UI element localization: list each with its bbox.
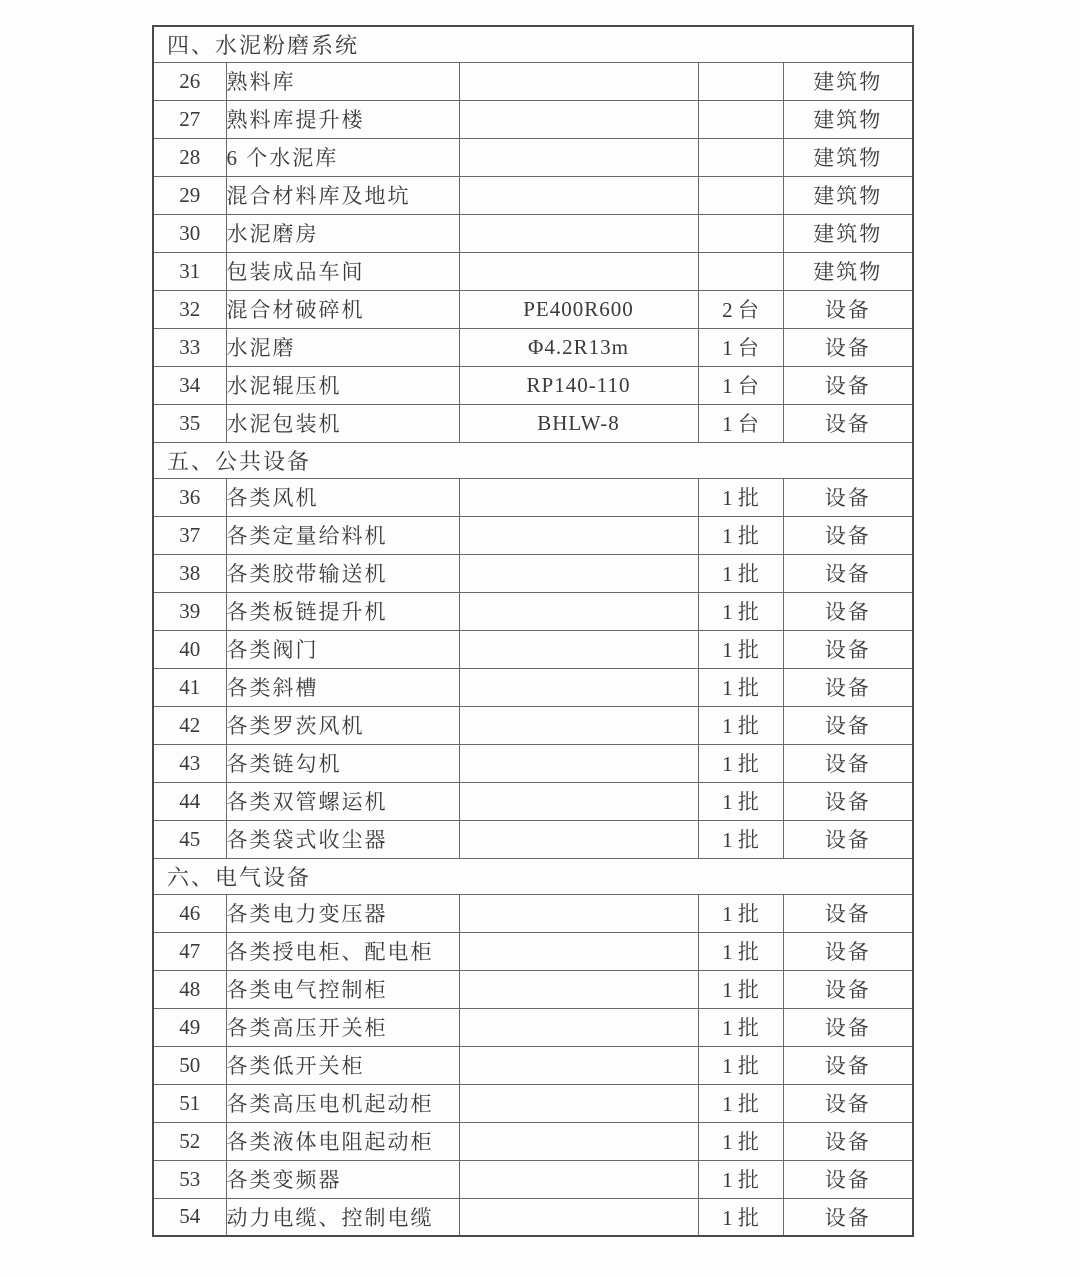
- cell-no: 43: [153, 744, 226, 782]
- cell-qty: 1 批: [698, 932, 783, 970]
- cell-no: 40: [153, 630, 226, 668]
- cell-qty: 1 批: [698, 894, 783, 932]
- table-row: [153, 100, 913, 138]
- cell-category: 设备: [783, 894, 913, 932]
- cell-name: 各类胶带输送机: [226, 554, 459, 592]
- table-row: [153, 592, 913, 630]
- cell-name: 混合材料库及地坑: [226, 176, 459, 214]
- cell-qty: 1 批: [698, 1008, 783, 1046]
- cell-spec: BHLW-8: [459, 404, 698, 442]
- table-row: [153, 252, 913, 290]
- cell-no: 48: [153, 970, 226, 1008]
- cell-qty: 2 台: [698, 290, 783, 328]
- cell-spec: [459, 1046, 698, 1084]
- cell-name: 各类斜槽: [226, 668, 459, 706]
- table-row: [153, 1160, 913, 1198]
- table-row: [153, 138, 913, 176]
- cell-name: 混合材破碎机: [226, 290, 459, 328]
- cell-spec: [459, 782, 698, 820]
- cell-category: 设备: [783, 970, 913, 1008]
- cell-name: 各类板链提升机: [226, 592, 459, 630]
- cell-category: 建筑物: [783, 100, 913, 138]
- cell-name: 各类液体电阻起动柜: [226, 1122, 459, 1160]
- cell-category: 设备: [783, 820, 913, 858]
- cell-spec: [459, 1198, 698, 1236]
- cell-no: 38: [153, 554, 226, 592]
- cell-category: 建筑物: [783, 252, 913, 290]
- section-title: 六、电气设备: [153, 858, 913, 894]
- cell-no: 54: [153, 1198, 226, 1236]
- section-title: 四、水泥粉磨系统: [153, 26, 913, 62]
- cell-no: 52: [153, 1122, 226, 1160]
- cell-spec: [459, 100, 698, 138]
- cell-qty: 1 批: [698, 1084, 783, 1122]
- table-row: [153, 630, 913, 668]
- equipment-table: [152, 25, 914, 1237]
- cell-qty: 1 批: [698, 782, 783, 820]
- cell-no: 50: [153, 1046, 226, 1084]
- cell-spec: [459, 176, 698, 214]
- table-row: [153, 782, 913, 820]
- cell-category: 设备: [783, 1046, 913, 1084]
- cell-qty: 1 批: [698, 668, 783, 706]
- cell-name: 各类阀门: [226, 630, 459, 668]
- cell-category: 设备: [783, 706, 913, 744]
- cell-name: 各类电气控制柜: [226, 970, 459, 1008]
- cell-no: 36: [153, 478, 226, 516]
- cell-no: 42: [153, 706, 226, 744]
- cell-no: 30: [153, 214, 226, 252]
- cell-name: 各类链勾机: [226, 744, 459, 782]
- cell-qty: 1 批: [698, 970, 783, 1008]
- cell-qty: 1 批: [698, 820, 783, 858]
- table-row: [153, 744, 913, 782]
- cell-qty: 1 批: [698, 706, 783, 744]
- table-row: [153, 668, 913, 706]
- cell-no: 41: [153, 668, 226, 706]
- cell-spec: [459, 630, 698, 668]
- cell-category: 设备: [783, 478, 913, 516]
- cell-qty: [698, 252, 783, 290]
- table-row: [153, 478, 913, 516]
- table-row: [153, 932, 913, 970]
- table-row: [153, 970, 913, 1008]
- cell-spec: [459, 820, 698, 858]
- cell-category: 设备: [783, 1084, 913, 1122]
- cell-qty: 1 台: [698, 404, 783, 442]
- cell-no: 44: [153, 782, 226, 820]
- cell-no: 34: [153, 366, 226, 404]
- cell-category: 设备: [783, 592, 913, 630]
- cell-qty: 1 批: [698, 630, 783, 668]
- cell-spec: Φ4.2R13m: [459, 328, 698, 366]
- cell-no: 37: [153, 516, 226, 554]
- cell-category: 设备: [783, 516, 913, 554]
- cell-qty: 1 批: [698, 1046, 783, 1084]
- cell-qty: 1 批: [698, 592, 783, 630]
- cell-qty: [698, 62, 783, 100]
- cell-category: 设备: [783, 554, 913, 592]
- cell-spec: [459, 554, 698, 592]
- table-row: [153, 1046, 913, 1084]
- cell-no: 26: [153, 62, 226, 100]
- cell-spec: [459, 932, 698, 970]
- cell-name: 各类罗茨风机: [226, 706, 459, 744]
- section-header-row: [153, 442, 913, 478]
- table-row: [153, 820, 913, 858]
- cell-spec: [459, 706, 698, 744]
- cell-category: 设备: [783, 782, 913, 820]
- cell-qty: 1 批: [698, 1122, 783, 1160]
- cell-spec: [459, 1084, 698, 1122]
- table-row: [153, 290, 913, 328]
- table-row: [153, 516, 913, 554]
- table-row: [153, 214, 913, 252]
- cell-category: 设备: [783, 1008, 913, 1046]
- cell-name: 各类电力变压器: [226, 894, 459, 932]
- cell-qty: 1 台: [698, 366, 783, 404]
- cell-category: 设备: [783, 1122, 913, 1160]
- cell-spec: [459, 252, 698, 290]
- cell-category: 设备: [783, 1160, 913, 1198]
- cell-no: 35: [153, 404, 226, 442]
- cell-name: 水泥包装机: [226, 404, 459, 442]
- cell-no: 32: [153, 290, 226, 328]
- cell-spec: [459, 138, 698, 176]
- cell-no: 47: [153, 932, 226, 970]
- cell-no: 28: [153, 138, 226, 176]
- cell-name: 动力电缆、控制电缆: [226, 1198, 459, 1236]
- cell-category: 设备: [783, 328, 913, 366]
- table-row: [153, 554, 913, 592]
- cell-no: 53: [153, 1160, 226, 1198]
- cell-qty: 1 批: [698, 554, 783, 592]
- equipment-table-body: [153, 26, 913, 1236]
- cell-category: 设备: [783, 932, 913, 970]
- cell-qty: [698, 214, 783, 252]
- cell-spec: [459, 516, 698, 554]
- cell-category: 设备: [783, 668, 913, 706]
- cell-qty: 1 批: [698, 516, 783, 554]
- cell-no: 27: [153, 100, 226, 138]
- cell-name: 各类授电柜、配电柜: [226, 932, 459, 970]
- table-row: [153, 366, 913, 404]
- cell-no: 49: [153, 1008, 226, 1046]
- cell-qty: 1 台: [698, 328, 783, 366]
- cell-category: 建筑物: [783, 138, 913, 176]
- cell-qty: [698, 176, 783, 214]
- cell-name: 6 个水泥库: [226, 138, 459, 176]
- cell-qty: [698, 138, 783, 176]
- cell-category: 建筑物: [783, 176, 913, 214]
- cell-spec: [459, 970, 698, 1008]
- table-row: [153, 404, 913, 442]
- cell-no: 46: [153, 894, 226, 932]
- cell-spec: [459, 894, 698, 932]
- cell-spec: [459, 668, 698, 706]
- cell-qty: 1 批: [698, 744, 783, 782]
- cell-category: 建筑物: [783, 214, 913, 252]
- cell-name: 水泥磨: [226, 328, 459, 366]
- cell-spec: RP140-110: [459, 366, 698, 404]
- cell-category: 设备: [783, 630, 913, 668]
- cell-category: 设备: [783, 744, 913, 782]
- section-header-row: [153, 26, 913, 62]
- cell-name: 各类袋式收尘器: [226, 820, 459, 858]
- cell-name: 各类低开关柜: [226, 1046, 459, 1084]
- cell-no: 31: [153, 252, 226, 290]
- cell-spec: [459, 744, 698, 782]
- cell-category: 建筑物: [783, 62, 913, 100]
- cell-category: 设备: [783, 1198, 913, 1236]
- cell-name: 各类变频器: [226, 1160, 459, 1198]
- cell-no: 51: [153, 1084, 226, 1122]
- cell-name: 各类高压电机起动柜: [226, 1084, 459, 1122]
- cell-spec: [459, 1160, 698, 1198]
- cell-spec: [459, 478, 698, 516]
- table-row: [153, 1122, 913, 1160]
- cell-category: 设备: [783, 404, 913, 442]
- cell-no: 45: [153, 820, 226, 858]
- cell-no: 33: [153, 328, 226, 366]
- cell-category: 设备: [783, 290, 913, 328]
- cell-name: 熟料库提升楼: [226, 100, 459, 138]
- table-row: [153, 328, 913, 366]
- cell-category: 设备: [783, 366, 913, 404]
- table-row: [153, 706, 913, 744]
- section-title: 五、公共设备: [153, 442, 913, 478]
- cell-name: 各类高压开关柜: [226, 1008, 459, 1046]
- cell-spec: [459, 592, 698, 630]
- cell-name: 各类双管螺运机: [226, 782, 459, 820]
- cell-spec: [459, 1008, 698, 1046]
- table-row: [153, 176, 913, 214]
- cell-no: 29: [153, 176, 226, 214]
- cell-qty: 1 批: [698, 1160, 783, 1198]
- cell-name: 水泥辊压机: [226, 366, 459, 404]
- cell-qty: [698, 100, 783, 138]
- cell-name: 熟料库: [226, 62, 459, 100]
- section-header-row: [153, 858, 913, 894]
- table-row: [153, 1008, 913, 1046]
- cell-qty: 1 批: [698, 1198, 783, 1236]
- cell-spec: [459, 214, 698, 252]
- table-row: [153, 894, 913, 932]
- table-row: [153, 1084, 913, 1122]
- cell-spec: [459, 62, 698, 100]
- cell-no: 39: [153, 592, 226, 630]
- cell-name: 各类定量给料机: [226, 516, 459, 554]
- cell-name: 水泥磨房: [226, 214, 459, 252]
- cell-name: 各类风机: [226, 478, 459, 516]
- cell-spec: [459, 1122, 698, 1160]
- table-row: [153, 1198, 913, 1236]
- cell-spec: PE400R600: [459, 290, 698, 328]
- cell-name: 包装成品车间: [226, 252, 459, 290]
- table-row: [153, 62, 913, 100]
- cell-qty: 1 批: [698, 478, 783, 516]
